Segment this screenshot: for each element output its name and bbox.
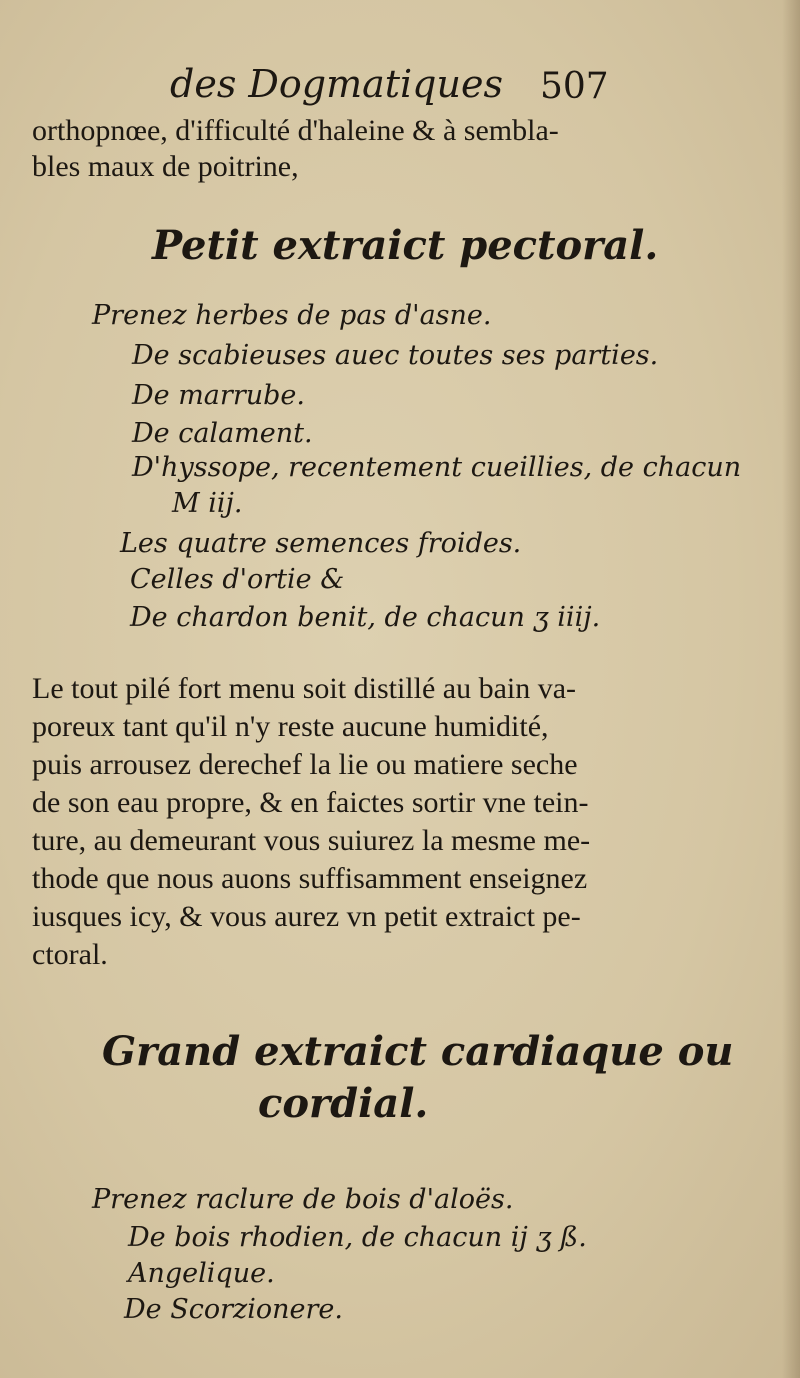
paragraph-line: ture, au demeurant vous suiurez la mesme me-	[32, 824, 591, 857]
paragraph-line: de son eau propre, & en faictes sortir vne tein-	[32, 786, 589, 819]
page-number: 507	[540, 66, 609, 107]
recipe-line: De bois rhodien, de chacun ij ʒ ß.	[128, 1222, 587, 1253]
recipe-line: D'hyssope, recentement cueillies, de chacun	[132, 452, 742, 483]
paragraph-line: poreux tant qu'il n'y reste aucune humidité,	[32, 710, 549, 743]
paragraph-line: puis arrousez derechef la lie ou matiere seche	[32, 748, 578, 781]
recipe-line: Prenez raclure de bois d'aloës.	[92, 1184, 514, 1215]
recipe-line: De scabieuses auec toutes ses parties.	[132, 340, 659, 371]
section-heading-petit-extraict: Petit extraict pectoral.	[152, 222, 659, 269]
recipe-line: M iij.	[172, 488, 243, 519]
recipe-line: Les quatre semences froides.	[120, 528, 522, 559]
recipe-line: Angelique.	[128, 1258, 275, 1289]
paragraph-line: ctoral.	[32, 938, 108, 971]
running-head: des Dogmatiques	[170, 62, 503, 106]
paragraph-line: iusques icy, & vous aurez vn petit extraict pe-	[32, 900, 581, 933]
intro-line: bles maux de poitrine,	[32, 150, 299, 183]
recipe-line: Celles d'ortie &	[130, 564, 345, 595]
section-heading-grand-extraict-cont: cordial.	[258, 1080, 429, 1127]
recipe-line: Prenez herbes de pas d'asne.	[92, 300, 492, 331]
page-edge-shadow	[782, 0, 800, 1378]
recipe-line: De calament.	[132, 418, 313, 449]
section-heading-grand-extraict: Grand extraict cardiaque ou	[102, 1028, 734, 1075]
paragraph-line: Le tout pilé fort menu soit distillé au bain va-	[32, 672, 577, 705]
paragraph-line: thode que nous auons suffisamment enseignez	[32, 862, 588, 895]
recipe-line: De chardon benit, de chacun ʒ iiij.	[130, 602, 601, 633]
recipe-line: De Scorzionere.	[124, 1294, 343, 1325]
recipe-line: De marrube.	[132, 380, 305, 411]
intro-line: orthopnœe, d'ifficulté d'haleine & à sembla-	[32, 114, 559, 147]
